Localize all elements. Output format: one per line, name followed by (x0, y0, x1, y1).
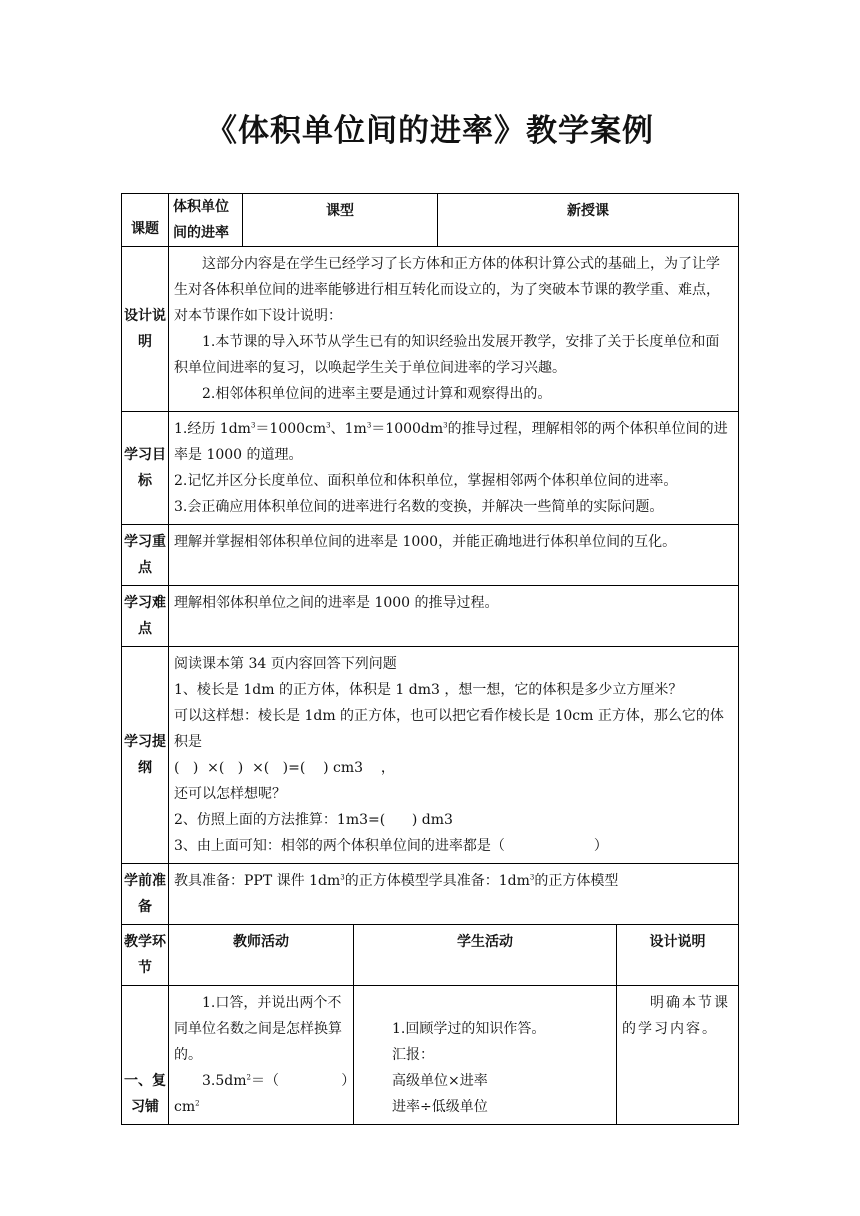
activity-header-row (122, 925, 739, 986)
design-row (122, 247, 739, 412)
prep-row (122, 864, 739, 925)
key-content: 理解并掌握相邻体积单位间的进率是 1000，并能正确地进行体积单位间的互化。 (169, 525, 739, 586)
design-paragraph-3: 2.相邻体积单位间的进率主要是通过计算和观察得出的。 (202, 386, 552, 402)
topic-label: 课题 (122, 194, 169, 247)
key-label: 学习重点 (122, 525, 169, 586)
outline-row (122, 647, 739, 864)
page-title: 《体积单位间的进率》教学案例 (206, 113, 654, 149)
difficulty-label: 学习难点 (122, 586, 169, 647)
review-row (122, 986, 739, 1125)
goal-1: 1.经历 $1dm^3=1000cm^3$、$1m^3=1000dm^3$的推导过程，理解相邻的两个体积单位间的进率是 1000 的道理。 (174, 421, 728, 463)
teacher-activity-p3: $cm^2$ (174, 1099, 200, 1115)
outline-line-1: 阅读课本第 34 页内容回答下列问题 (174, 656, 397, 672)
student-activity-l1: 1.回顾学过的知识作答。 (392, 1021, 546, 1037)
student-activity-header: 学生活动 (354, 925, 617, 986)
student-activity (354, 986, 617, 1125)
review-phase-label: 一、复习铺 (122, 986, 169, 1125)
teacher-activity-p2: $3.5dm^2=$（ ） (202, 1073, 356, 1089)
goal-2: 2.记忆并区分长度单位、面积单位和体积单位，掌握相邻两个体积单位间的进率。 (174, 473, 678, 489)
goal-3: 3.会正确应用体积单位间的进率进行名数的变换，并解决一些简单的实际问题。 (174, 499, 664, 515)
teacher-activity-p1: 1.口答，并说出两个不同单位名数之间是怎样换算的。 (174, 995, 342, 1063)
outline-line-6: 2、仿照上面的方法推算：1m3=( ) dm3 (174, 812, 453, 828)
prep-label: 学前准备 (122, 864, 169, 925)
goals-content (169, 412, 739, 525)
outline-line-5: 还可以怎样想呢？ (174, 786, 286, 802)
lesson-type-label: 课型 (243, 194, 438, 247)
outline-line-2: 1、棱长是 1dm 的正方体，体积是 1 dm3 ，想一想，它的体积是多少立方厘米？ (174, 682, 683, 698)
note-header: 设计说明 (617, 925, 739, 986)
topic-row (122, 194, 739, 247)
outline-line-3: 可以这样想：棱长是 1dm 的正方体，也可以把它看作棱长是 10cm 正方体，那么它的体积是 (174, 708, 724, 750)
difficulty-row (122, 586, 739, 647)
design-content (169, 247, 739, 412)
design-paragraph-1: 这部分内容是在学生已经学习了长方体和正方体的体积计算公式的基础上，为了让学生对各体积单位间的进率能够进行相互转化而设立的，为了突破本节课的教学重、难点，对本节课作如下设计说明： (174, 256, 720, 324)
goals-label: 学习目标 (122, 412, 169, 525)
student-activity-l3: 高级单位×进率 (392, 1073, 488, 1089)
design-paragraph-2: 1.本节课的导入环节从学生已有的知识经验出发展开教学，安排了关于长度单位和面积单位间进率的复习，以唤起学生关于单位间进率的学习兴趣。 (174, 334, 720, 376)
student-activity-l2: 汇报： (392, 1047, 434, 1063)
review-note-text: 明确本节课的学习内容。 (622, 995, 730, 1037)
lesson-type-value: 新授课 (438, 194, 739, 247)
outline-line-7: 3、由上面可知：相邻的两个体积单位间的进率都是（ ） (174, 838, 608, 854)
outline-content (169, 647, 739, 864)
outline-label: 学习提纲 (122, 647, 169, 864)
teacher-activity (169, 986, 354, 1125)
review-note (617, 986, 739, 1125)
goals-row (122, 412, 739, 525)
prep-content: 教具准备：PPT 课件 $1dm^3$的正方体模型学具准备：$1dm^3$的正方体模型 (169, 864, 739, 925)
lesson-plan-table (121, 193, 739, 1125)
outline-line-4: ( ) ×( ) ×( )=( ) cm3 ， (174, 760, 395, 776)
phase-header: 教学环节 (122, 925, 169, 986)
design-label: 设计说明 (122, 247, 169, 412)
teacher-activity-header: 教师活动 (169, 925, 354, 986)
student-activity-l4: 进率÷低级单位 (392, 1099, 488, 1115)
topic-value: 体积单位间的进率 (169, 194, 243, 247)
key-row (122, 525, 739, 586)
difficulty-content: 理解相邻体积单位之间的进率是 1000 的推导过程。 (169, 586, 739, 647)
